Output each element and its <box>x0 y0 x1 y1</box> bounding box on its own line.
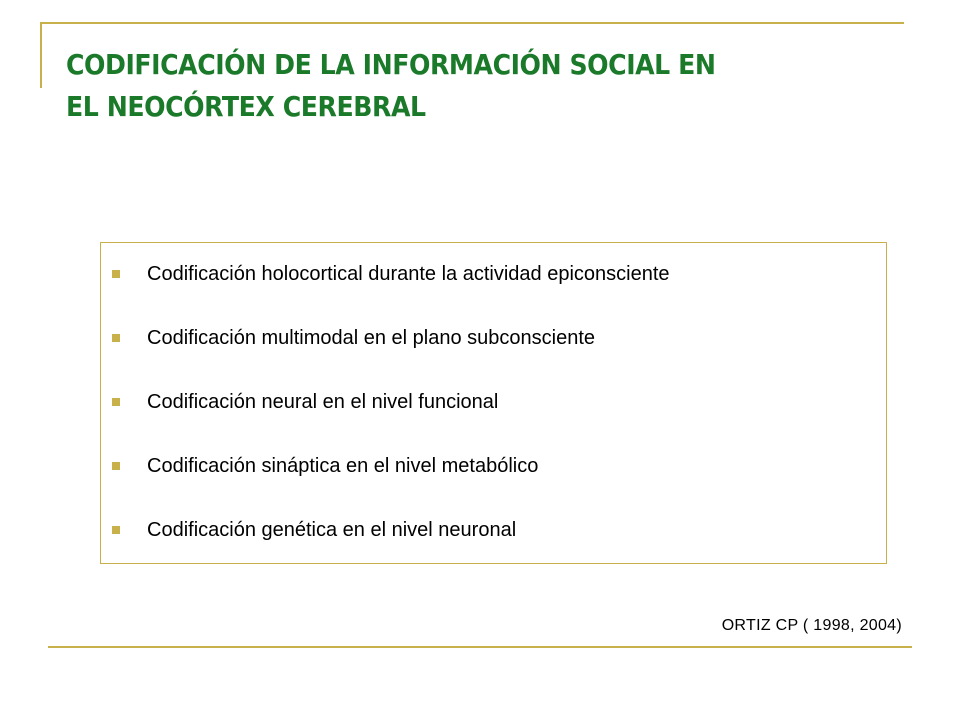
top-divider <box>40 22 904 24</box>
title-line-2: EL NEOCÓRTEX CEREBRAL <box>66 90 426 123</box>
bullet-text: Codificación genética en el nivel neuronal <box>147 519 517 541</box>
square-bullet-icon <box>112 398 120 406</box>
bullet-text: Codificación multimodal en el plano subconsciente <box>147 327 596 349</box>
bullet-text: Codificación neural en el nivel funcional <box>147 391 499 413</box>
left-divider <box>40 22 42 88</box>
bottom-divider <box>48 646 912 648</box>
square-bullet-icon <box>112 462 120 470</box>
bullet-text: Codificación holocortical durante la actividad epiconsciente <box>147 263 670 285</box>
list-item <box>101 257 886 321</box>
square-bullet-icon <box>112 270 120 278</box>
bullet-text: Codificación sináptica en el nivel metabólico <box>147 455 539 477</box>
list-item <box>101 385 886 449</box>
list-item <box>101 449 886 513</box>
square-bullet-icon <box>112 526 120 534</box>
list-item <box>101 321 886 385</box>
title-line-1: CODIFICACIÓN DE LA INFORMACIÓN SOCIAL EN <box>66 48 716 81</box>
citation: ORTIZ CP ( 1998, 2004) <box>721 617 902 634</box>
square-bullet-icon <box>112 334 120 342</box>
bullet-list <box>101 257 886 577</box>
list-item <box>101 513 886 577</box>
bullet-box <box>100 242 887 564</box>
slide-title <box>66 44 786 128</box>
